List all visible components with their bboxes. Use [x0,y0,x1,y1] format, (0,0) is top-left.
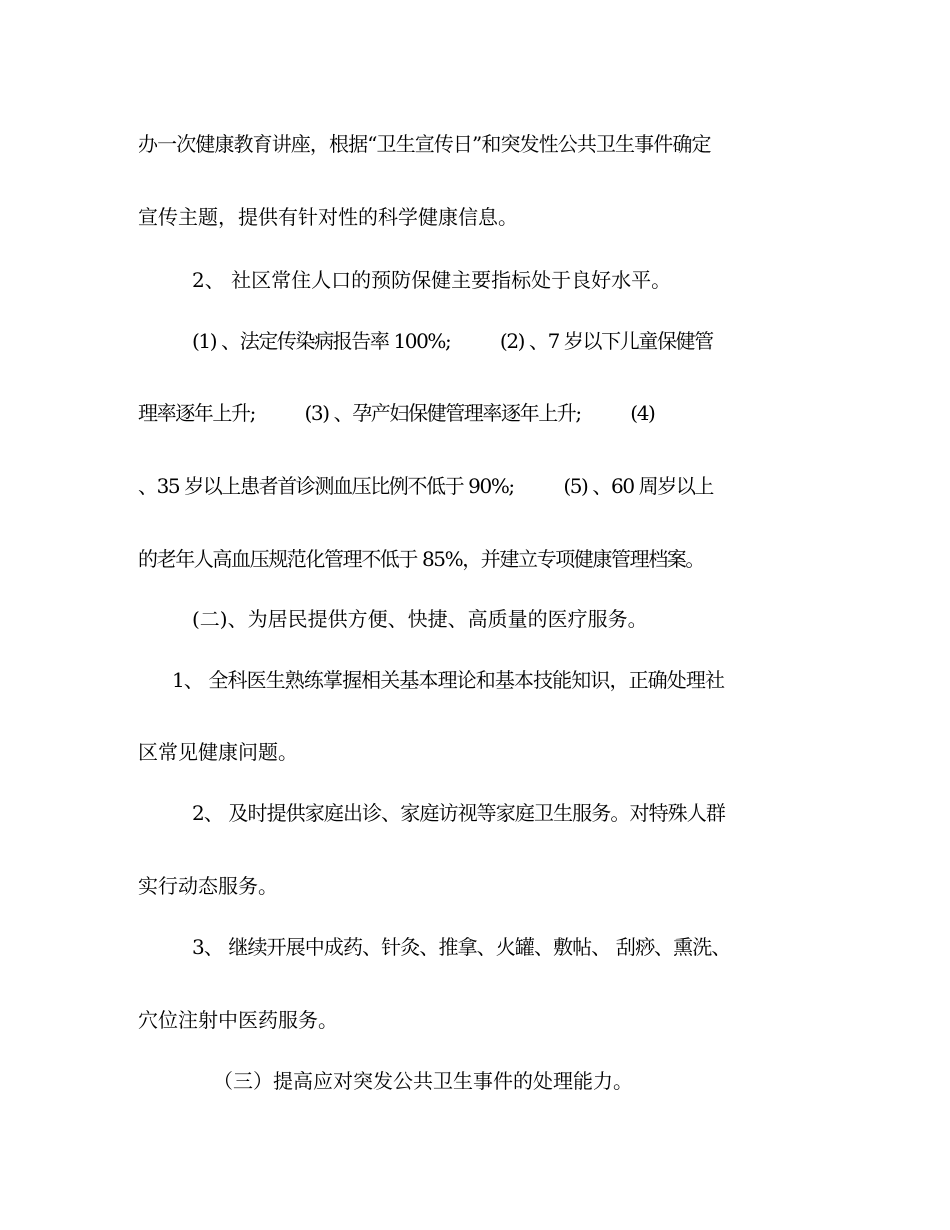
paragraph-line: 穴位注射中医药服务。 [138,1008,338,1032]
list-item-line: (1) 、法定传染病报告率 100%; (2) 、7 岁以下儿童保健管 [192,329,713,353]
paragraph-line: 区常见健康问题。 [138,740,298,764]
paragraph-line: 理率逐年上升; (3) 、孕产妇保健管理率逐年上升; (4) [138,401,655,425]
paragraph-line: 办一次健康教育讲座，根据“卫生宣传日”和突发性公共卫生事件确定 [138,132,711,156]
section-heading: (二)、为居民提供方便、快捷、高质量的医疗服务。 [192,607,648,631]
paragraph-line: 实行动态服务。 [138,874,278,898]
section-heading: （三）提高应对突发公共卫生事件的处理能力。 [213,1069,633,1093]
list-item-line: 1、 全科医生熟练掌握相关基本理论和基本技能知识，正确处理社 [172,668,725,692]
paragraph-line: 、35 岁以上患者首诊测血压比例不低于 90%; (5) 、60 周岁以上 [138,474,714,498]
paragraph-line: 宣传主题，提供有针对性的科学健康信息。 [138,205,518,229]
list-item-line: 2、 社区常住人口的预防保健主要指标处于良好水平。 [192,268,672,292]
paragraph-line: 的老年人高血压规范化管理不低于 85%，并建立专项健康管理档案。 [138,547,705,571]
list-item-line: 2、 及时提供家庭出诊、家庭访视等家庭卫生服务。对特殊人群 [192,801,725,825]
list-item-line: 3、 继续开展中成药、针灸、推拿、火罐、敷帖、 刮痧、熏洗、 [192,935,731,959]
